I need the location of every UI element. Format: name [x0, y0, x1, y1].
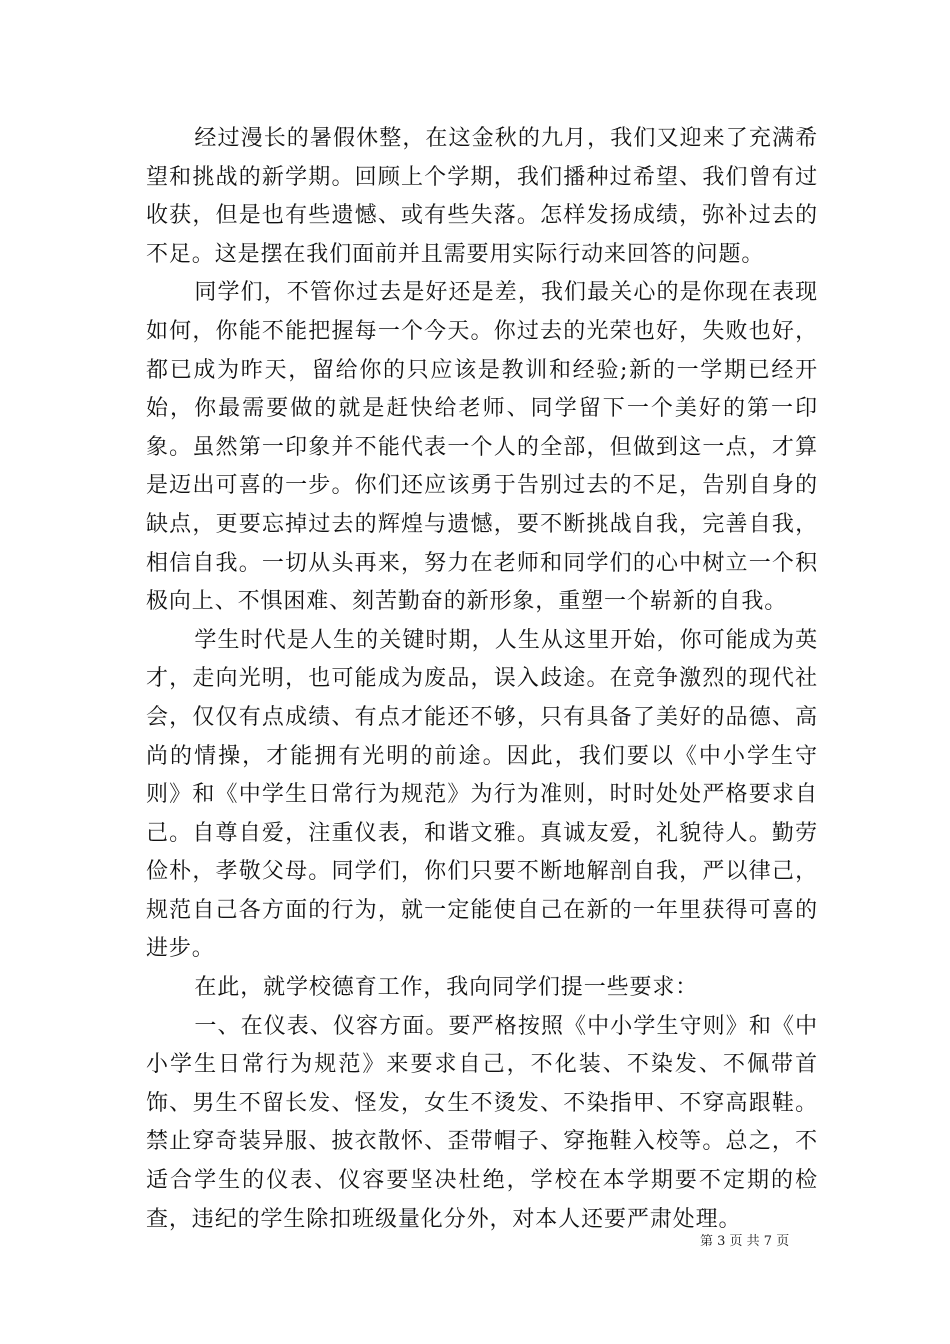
- paragraph-student-era: 学生时代是人生的关键时期，人生从这里开始，你可能成为英才，走向光明，也可能成为废品，误入歧途。在竞争激烈的现代社会，仅仅有点成绩、有点才能还不够，只有具备了美好的品德、高尚的情操，才能拥有光明的前途。因此，我们要以《中小学生守则》和《中学生日常行为规范》为行为准则，时时处处严格要求自己。自尊自爱，注重仪表，和谐文雅。真诚友爱，礼貌待人。勤劳俭朴，孝敬父母。同学们，你们只要不断地解剖自我，严以律己，规范自己各方面的行为，就一定能使自己在新的一年里获得可喜的进步。: [146, 627, 818, 962]
- paragraph-appearance-rules: 一、在仪表、仪容方面。要严格按照《中小学生守则》和《中小学生日常行为规范》来要求自己，不化装、不染发、不佩带首饰、男生不留长发、怪发，女生不烫发、不染指甲、不穿高跟鞋。禁止穿奇装异服、披衣散怀、歪带帽子、穿拖鞋入校等。总之，不适合学生的仪表、仪容要坚决杜绝，学校在本学期要不定期的检查，违纪的学生除扣班级量化分外，对本人还要严肃处理。: [146, 1013, 818, 1232]
- paragraph-students-past: 同学们，不管你过去是好还是差，我们最关心的是你现在表现如何，你能不能把握每一个今天。你过去的光荣也好，失败也好，都已成为昨天，留给你的只应该是教训和经验;新的一学期已经开始，你最需要做的就是赶快给老师、同学留下一个美好的第一印象。虽然第一印象并不能代表一个人的全部，但做到这一点，才算是迈出可喜的一步。你们还应该勇于告别过去的不足，告别自身的缺点，更要忘掉过去的辉煌与遗憾，要不断挑战自我，完善自我，相信自我。一切从头再来，努力在老师和同学们的心中树立一个积极向上、不惧困难、刻苦勤奋的新形象，重塑一个崭新的自我。: [146, 280, 818, 615]
- paragraph-opening: 经过漫长的暑假休整，在这金秋的九月，我们又迎来了充满希望和挑战的新学期。回顾上个学期，我们播种过希望、我们曾有过收获，但是也有些遗憾、或有些失落。怎样发扬成绩，弥补过去的不足。这是摆在我们面前并且需要用实际行动来回答的问题。: [146, 126, 818, 267]
- paragraph-requirements-intro: 在此，就学校德育工作，我向同学们提一些要求：: [194, 975, 699, 1001]
- page-number-footer: 第 3 页 共 7 页: [700, 1234, 790, 1249]
- document-body: [146, 120, 818, 1239]
